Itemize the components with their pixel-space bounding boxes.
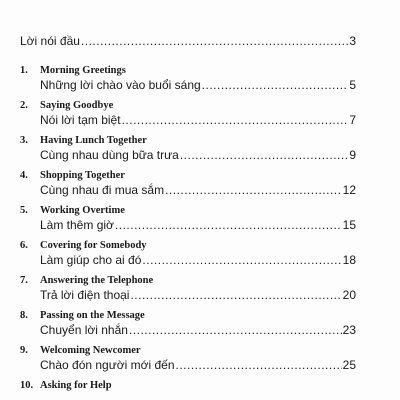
entry-number: 2. (20, 100, 28, 111)
entry-page-number: 12 (342, 183, 356, 197)
dot-leader (142, 253, 341, 268)
toc-entry[interactable] (20, 64, 356, 93)
entry-vietnamese-title: Những lời chào vào buổi sáng (40, 78, 201, 92)
entry-number: 7. (20, 275, 28, 286)
entry-vietnamese-title: Chuyển lời nhắn (40, 323, 128, 337)
entry-page-number: 25 (342, 358, 356, 372)
entry-page-number: 7 (349, 113, 356, 127)
toc-entry[interactable] (20, 99, 356, 128)
entry-vietnamese-title: Cùng nhau đi mua sắm (40, 183, 165, 197)
entry-vietnamese-row (40, 78, 356, 93)
preface-title: Lời nói đầu (20, 34, 80, 48)
entry-page-number: 18 (342, 253, 356, 267)
entry-vietnamese-row (40, 323, 356, 338)
entry-english-title: Covering for Somebody (40, 240, 147, 251)
entry-number: 9. (20, 345, 28, 356)
toc-entry[interactable] (20, 239, 356, 268)
toc-entry[interactable] (20, 344, 356, 373)
entry-number: 6. (20, 240, 28, 251)
entry-english-title: Welcoming Newcomer (40, 345, 141, 356)
entry-number: 4. (20, 170, 28, 181)
dot-leader (165, 183, 342, 198)
dot-leader (176, 358, 342, 373)
entry-english-title: Having Lunch Together (40, 135, 147, 146)
entry-page-number: 20 (342, 288, 356, 302)
entry-vietnamese-row (40, 358, 356, 373)
entry-vietnamese-row (40, 113, 356, 128)
dot-leader (122, 113, 349, 128)
entry-page-number: 5 (349, 78, 356, 92)
toc-entry[interactable] (20, 134, 356, 163)
dot-leader (81, 34, 348, 49)
entry-english-title: Morning Greetings (40, 65, 126, 76)
toc-preface-row[interactable] (20, 34, 356, 49)
entry-number: 8. (20, 310, 28, 321)
entry-vietnamese-title: Nói lời tạm biệt (40, 113, 121, 127)
entry-vietnamese-row (40, 218, 356, 233)
entry-number: 1. (20, 65, 28, 76)
entry-english-title: Answering the Telephone (40, 275, 154, 286)
entry-vietnamese-row (40, 253, 356, 268)
table-of-contents (20, 34, 356, 399)
entry-vietnamese-row (40, 288, 356, 303)
entry-vietnamese-title: Làm thêm giờ (40, 218, 114, 232)
toc-entry[interactable] (20, 204, 356, 233)
entry-vietnamese-title: Chào đón người mới đến (40, 358, 175, 372)
toc-entry[interactable] (20, 169, 356, 198)
dot-leader (202, 78, 349, 93)
entry-english-title: Saying Goodbye (40, 100, 114, 111)
entry-english-title: Working Overtime (40, 205, 125, 216)
entry-english-title: Shopping Together (40, 170, 125, 181)
entry-vietnamese-row (40, 183, 356, 198)
entry-number: 10. (20, 380, 34, 391)
entry-page-number: 9 (349, 148, 356, 162)
dot-leader (130, 288, 341, 303)
entry-number: 5. (20, 205, 28, 216)
entry-page-number: 15 (342, 218, 356, 232)
entry-number: 3. (20, 135, 28, 146)
preface-page-number: 3 (349, 34, 356, 48)
toc-entry[interactable] (20, 274, 356, 303)
toc-entry[interactable] (20, 309, 356, 338)
dot-leader (180, 148, 348, 163)
entry-page-number: 23 (342, 323, 356, 337)
entry-vietnamese-title: Cùng nhau dùng bữa trưa (40, 148, 179, 162)
entry-vietnamese-row (40, 148, 356, 163)
entry-vietnamese-title: Làm giúp cho ai đó (40, 253, 142, 267)
entry-vietnamese-title: Trả lời điện thoại (40, 288, 130, 302)
entry-english-title: Passing on the Message (40, 310, 145, 321)
toc-entry[interactable] (20, 379, 356, 393)
entry-english-title: Asking for Help (40, 380, 112, 391)
dot-leader (129, 323, 342, 338)
dot-leader (115, 218, 342, 233)
